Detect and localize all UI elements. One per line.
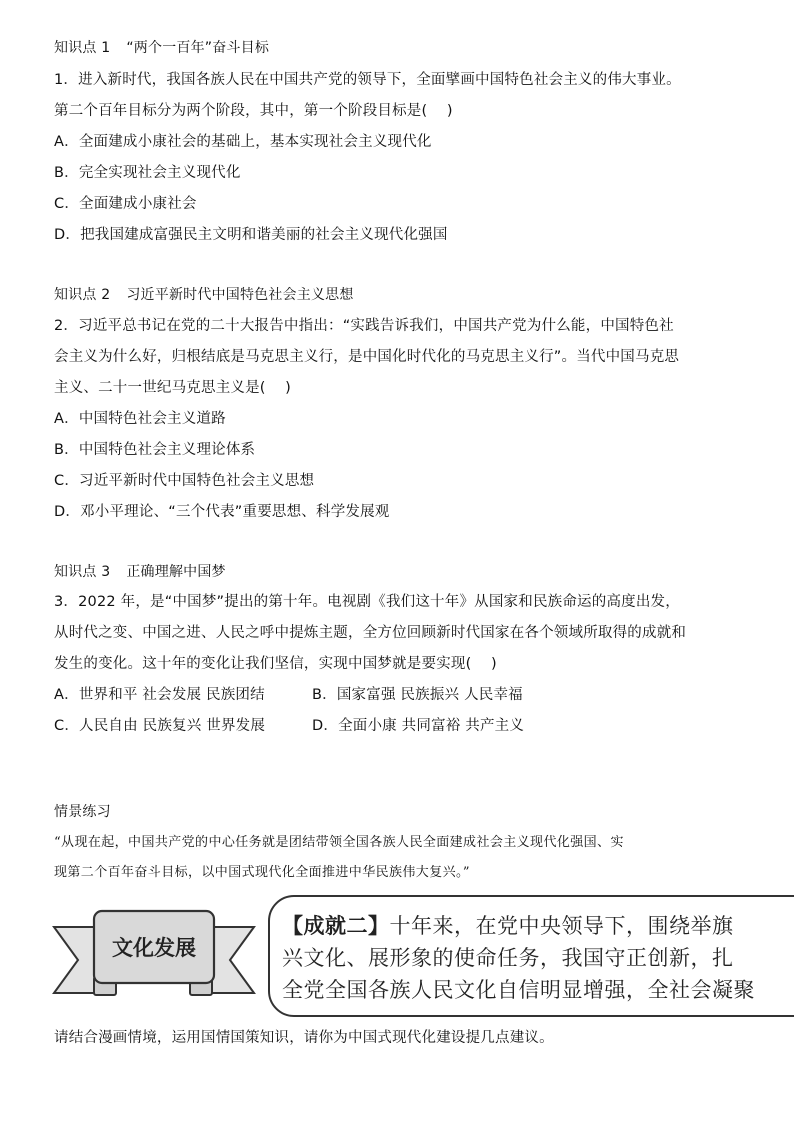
q2-text-line1: 2．习近平总书记在党的二十大报告中指出：“实践告诉我们，中国共产党为什么能，中国特色社 — [54, 318, 674, 334]
section3-heading — [54, 562, 226, 582]
q3-option-b: B．国家富强 民族振兴 人民幸福 — [312, 687, 523, 703]
q2-text-line2: 会主义为什么好，归根结底是马克思主义行，是中国化时代化的马克思主义行”。当代中国马克思 — [54, 349, 680, 365]
scenario-quote-line2: 现第二个百年奋斗目标，以中国式现代化全面推进中华民族伟大复兴。” — [54, 865, 470, 880]
achievement-card — [268, 895, 794, 1017]
section2-heading — [54, 285, 354, 305]
q2-option-c: C．习近平新时代中国特色社会主义思想 — [54, 473, 315, 489]
scenario-title: 情景练习 — [54, 804, 111, 820]
q3-option-c: C．人民自由 民族复兴 世界发展 — [54, 718, 266, 734]
culture-banner — [52, 905, 256, 1005]
q1-option-b: B．完全实现社会主义现代化 — [54, 165, 241, 181]
q2-option-d: D．邓小平理论、“三个代表”重要思想、科学发展观 — [54, 504, 390, 520]
scenario-quote-line1: “从现在起，中国共产党的中心任务就是团结带领全国各族人民全面建成社会主义现代化强国、实 — [54, 835, 624, 850]
section3-heading-num: 知识点 3 — [54, 564, 111, 580]
q1-option-c: C．全面建成小康社会 — [54, 196, 197, 212]
card-line3: 全党全国各族人民文化自信明显增强，全社会凝聚 — [282, 978, 755, 1002]
card-line1 — [282, 911, 734, 941]
q3-text-line3: 发生的变化。这十年的变化让我们坚信，实现中国梦就是要实现( ) — [54, 656, 497, 672]
q3-text-line2: 从时代之变、中国之进、人民之呼中提炼主题，全方位回顾新时代国家在各个领域所取得的成就和 — [54, 625, 687, 641]
card-line1-text: 十年来，在党中央领导下，围绕举旗 — [389, 914, 734, 938]
q3-option-a: A．世界和平 社会发展 民族团结 — [54, 687, 265, 703]
q1-option-a: A．全面建成小康社会的基础上，基本实现社会主义现代化 — [54, 134, 432, 150]
q2-option-b: B．中国特色社会主义理论体系 — [54, 442, 256, 458]
scenario-prompt: 请结合漫画情境，运用国情国策知识，请你为中国式现代化建设提几点建议。 — [54, 1030, 554, 1046]
q2-option-a: A．中国特色社会主义道路 — [54, 411, 226, 427]
q3-option-d: D．全面小康 共同富裕 共产主义 — [312, 718, 525, 734]
q2-text-line3: 主义、二十一世纪马克思主义是( ) — [54, 380, 292, 396]
section3-heading-title: 正确理解中国梦 — [126, 564, 226, 580]
q1-text-line1: 1．进入新时代，我国各族人民在中国共产党的领导下，全面擘画中国特色社会主义的伟大事业。 — [54, 72, 681, 88]
section1-heading-num: 知识点 1 — [54, 40, 111, 56]
q1-option-d: D．把我国建成富强民主文明和谐美丽的社会主义现代化强国 — [54, 227, 448, 243]
section1-heading — [54, 38, 269, 58]
section2-heading-title: 习近平新时代中国特色社会主义思想 — [126, 287, 354, 303]
banner-label: 文化发展 — [112, 936, 196, 960]
q1-text-line2: 第二个百年目标分为两个阶段，其中，第一个阶段目标是( ) — [54, 103, 453, 119]
card-title: 【成就二】 — [282, 914, 390, 938]
section1-heading-title: “两个一百年”奋斗目标 — [126, 40, 270, 56]
card-line2: 兴文化、展形象的使命任务，我国守正创新，扎 — [282, 946, 734, 970]
q3-text-line1: 3．2022 年，是“中国梦”提出的第十年。电视剧《我们这十年》从国家和民族命运的高度出发， — [54, 594, 680, 610]
section2-heading-num: 知识点 2 — [54, 287, 111, 303]
